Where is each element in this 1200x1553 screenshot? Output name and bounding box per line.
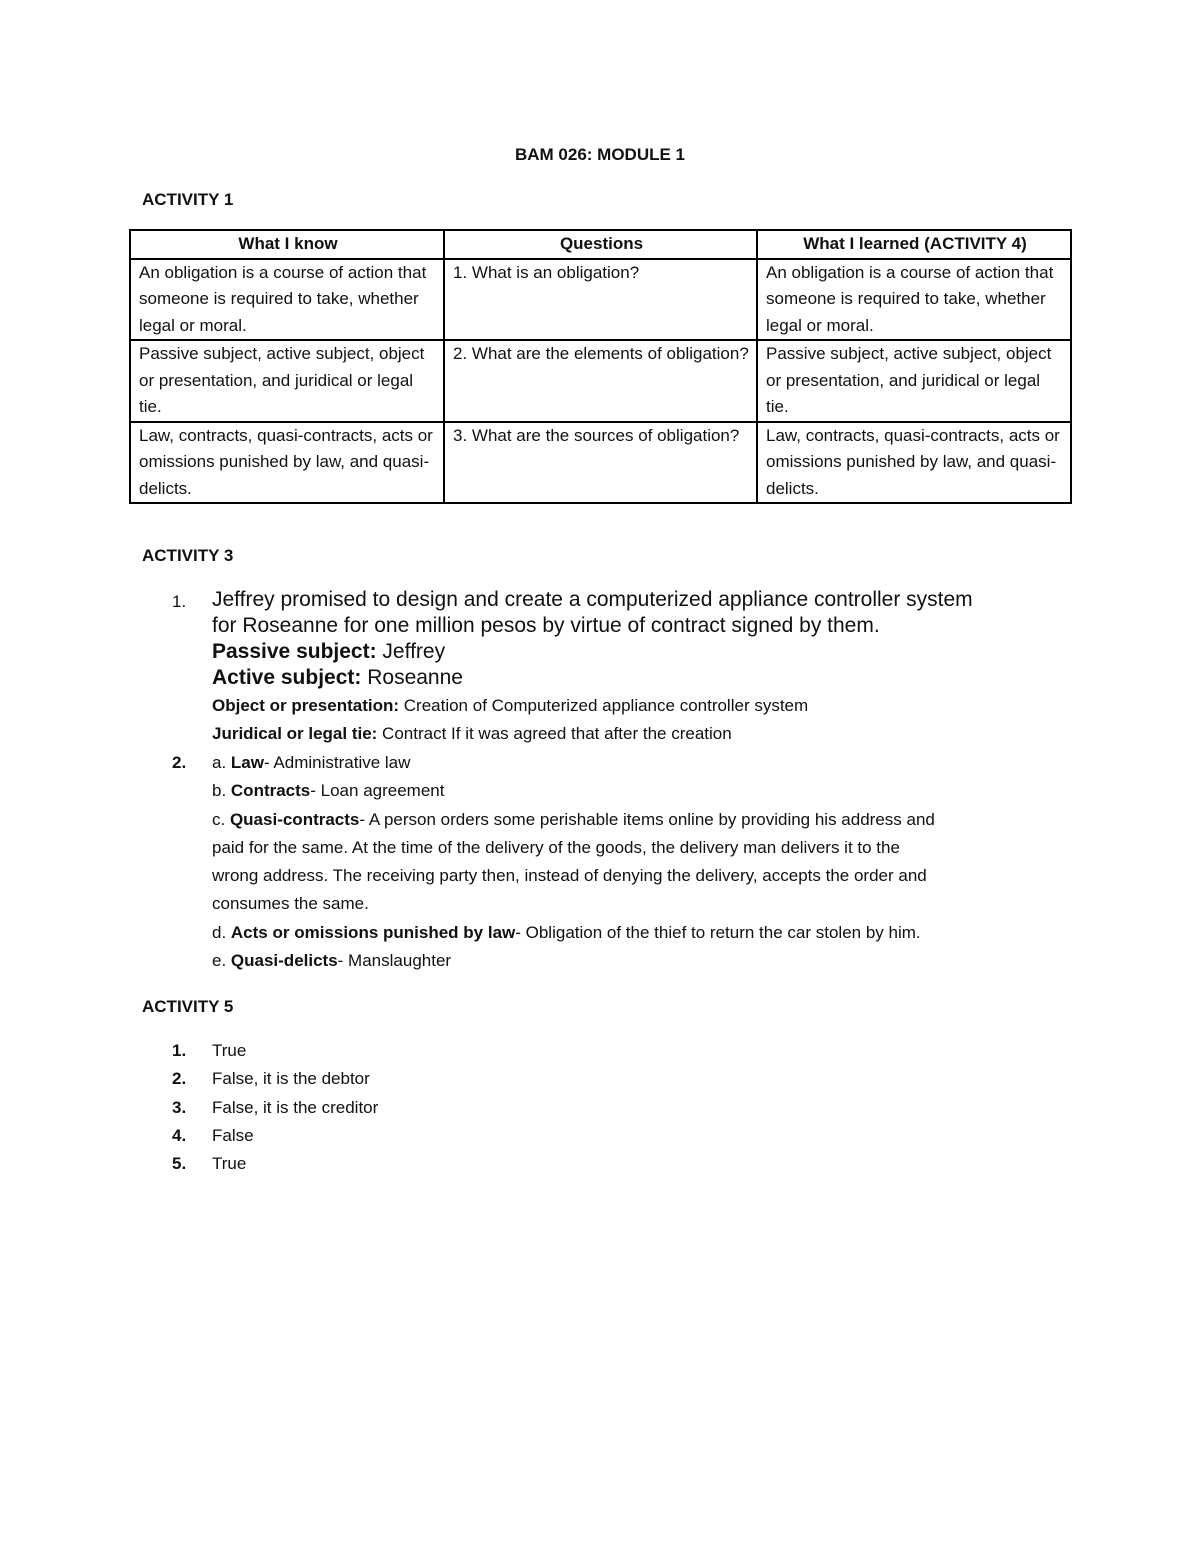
passive-subject-line [212,639,1082,665]
passive-subject-label: Passive subject: [212,640,377,663]
source-label: Contracts [230,781,311,801]
source-prefix: b. [212,781,231,801]
source-prefix: e. [212,951,231,971]
source-quasi-contracts [212,806,1082,834]
list-number: 5. [172,1154,187,1174]
list-number: 2. [172,753,187,772]
source-law [212,749,1082,777]
cell-question: 1. What is an obligation? [444,259,757,341]
cell-question: 2. What are the elements of obligation? [444,340,757,422]
list-text: True [212,1154,247,1174]
source-value: - A person orders some perishable items online by providing his address and [359,809,935,829]
list-number: 4. [172,1125,187,1145]
source-label: Quasi-contracts [229,809,360,829]
table-row [130,340,1071,422]
active-subject-line [212,665,1082,691]
table-header-row [130,230,1071,259]
list-text: False, it is the creditor [212,1097,379,1117]
document-title: BAM 026: MODULE 1 [514,145,686,164]
cell-question: 3. What are the sources of obligation? [444,422,757,504]
list-text: False [212,1125,254,1145]
cell-know: Passive subject, active subject, object or presentation, and juridical or legal tie. [130,340,444,422]
activity1-table [129,229,1072,504]
list-number: 1. [172,592,187,611]
activity1-heading: ACTIVITY 1 [142,190,234,209]
activity5-heading: ACTIVITY 5 [142,997,234,1016]
tie-label: Juridical or legal tie: [212,724,378,744]
cell-learned: Law, contracts, quasi-contracts, acts or omissions punished by law, and quasi-delicts. [757,422,1071,504]
list-number: 3. [172,1097,187,1117]
activity3-heading: ACTIVITY 3 [142,546,234,565]
header-questions: Questions [444,230,757,259]
source-prefix: c. [212,809,230,829]
item1-line-1: Jeffrey promised to design and create a computerized appliance controller system [212,588,973,611]
source-value: - Loan agreement [310,781,445,801]
source-label: Acts or omissions punished by law [230,922,516,942]
table-row [130,259,1071,341]
source-value: - Administrative law [263,753,411,772]
item1-line-2: for Roseanne for one million pesos by virtue of contract signed by them. [212,614,880,637]
source-contracts [212,777,1082,805]
source-label: Law [230,753,264,772]
cell-know: Law, contracts, quasi-contracts, acts or omissions punished by law, and quasi-delicts. [130,422,444,504]
cell-learned: Passive subject, active subject, object or presentation, and juridical or legal tie. [757,340,1071,422]
source-value: - Manslaughter [337,951,452,971]
source-quasi-contracts-line-2: paid for the same. At the time of the delivery of the goods, the delivery man delivers it to the [212,837,900,857]
cell-learned: An obligation is a course of action that someone is required to take, whether legal or moral. [757,259,1071,341]
source-prefix: a. [212,753,231,772]
table-row [130,422,1071,504]
cell-know: An obligation is a course of action that someone is required to take, whether legal or moral. [130,259,444,341]
active-subject-label: Active subject: [212,666,362,689]
source-label: Quasi-delicts [230,951,338,971]
tie-line [212,720,1082,748]
list-number: 2. [172,1069,187,1089]
active-subject-value: Roseanne [361,666,463,689]
header-what-i-know: What I know [130,230,444,259]
header-what-i-learned: What I learned (ACTIVITY 4) [757,230,1071,259]
list-number: 1. [172,1041,187,1060]
object-label: Object or presentation: [212,696,400,715]
source-value: - Obligation of the thief to return the car stolen by him. [515,922,921,942]
passive-subject-value: Jeffrey [376,640,446,663]
list-text: False, it is the debtor [212,1069,370,1089]
object-line [212,692,1082,720]
source-quasi-contracts-line-4: consumes the same. [212,894,369,914]
list-text: True [212,1041,247,1060]
tie-value: Contract If it was agreed that after the creation [377,724,732,744]
source-quasi-delicts [212,947,1082,975]
source-acts-omissions [212,919,1082,947]
source-prefix: d. [212,922,231,942]
source-quasi-contracts-line-3: wrong address. The receiving party then, instead of denying the delivery, accepts the order and [212,866,927,886]
object-value: Creation of Computerized appliance controller system [399,696,809,715]
